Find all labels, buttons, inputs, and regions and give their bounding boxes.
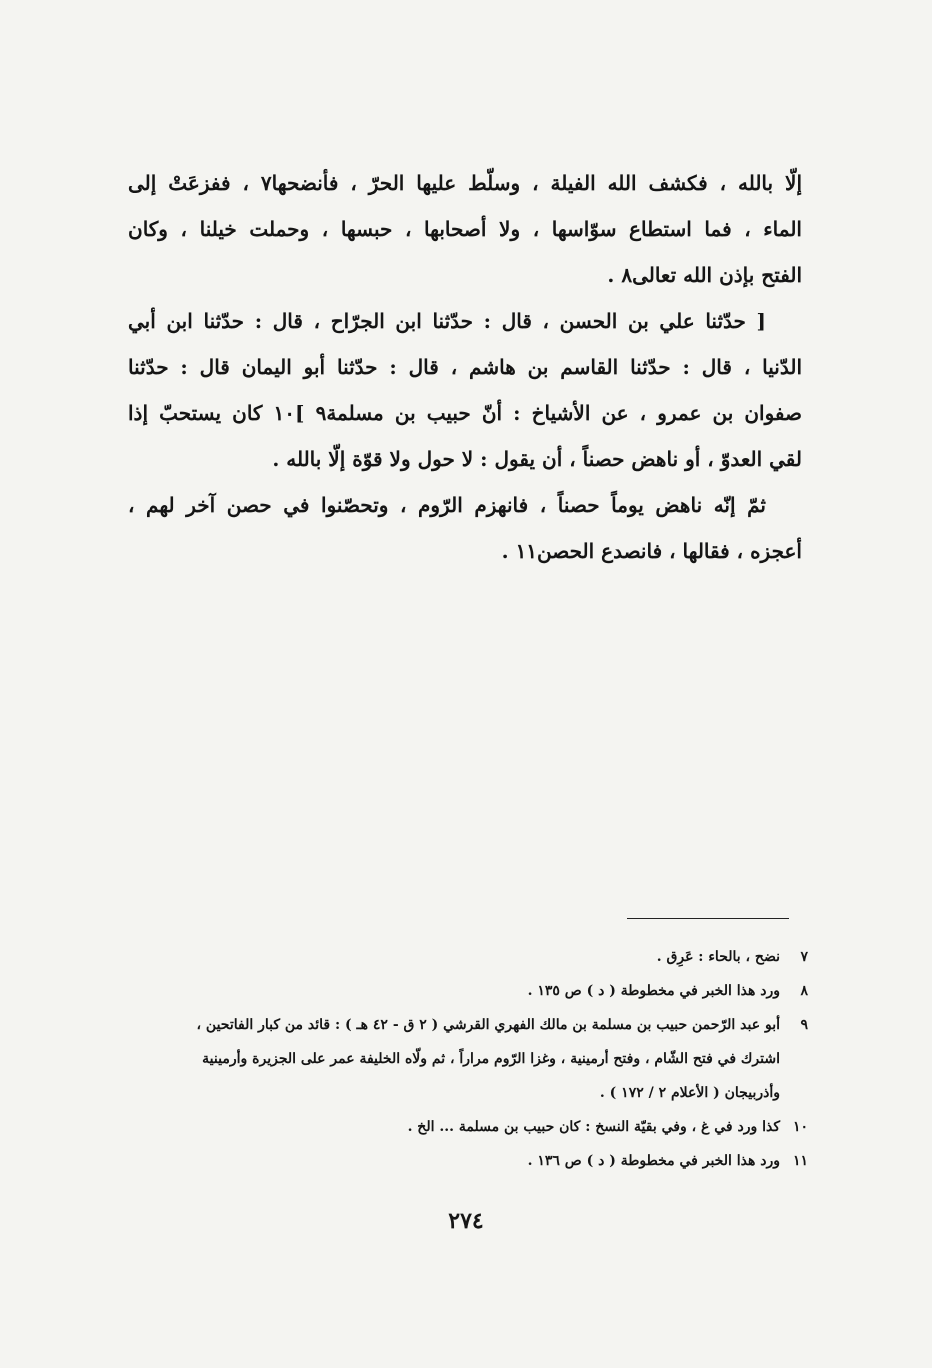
footnote-7: [128, 940, 808, 974]
footnote-number: ٧: [800, 949, 808, 965]
footnote-text: وأذربيجان ( الأعلام ٢ / ١٧٢ ) .: [599, 1085, 780, 1101]
page-number: ٢٧٤: [448, 1208, 484, 1234]
footnote-11: [128, 1144, 808, 1178]
text-line: صفوان بن عمرو ، عن الأشياخ : أنّ حبيب بن مسلمة٩ ]١٠ كان يستحبّ إذا: [128, 401, 803, 425]
footnote-number: ٩: [800, 1017, 808, 1033]
text-line: ثمّ إنّه ناهض يوماً حصناً ، فانهزم الرّوم ، وتحصّنوا في حصن آخر لهم ،: [128, 493, 766, 517]
text-line: إلّا بالله ، فكشف الله الفيلة ، وسلّط عليها الحرّ ، فأنضحها٧ ، ففزعَتْ إلى: [128, 171, 802, 195]
footnote-number: ٨: [800, 983, 808, 999]
footnote-text: كذا ورد في غ ، وفي بقيّة النسخ : كان حبيب بن مسلمة ... الخ .: [407, 1119, 780, 1135]
text-line: [ حدّثنا علي بن الحسن ، قال : حدّثنا ابن الجرّاح ، قال : حدّثنا ابن أبي: [128, 309, 766, 333]
footnote-text: نضح ، بالحاء : عَرِق .: [656, 949, 780, 965]
footnote-9: [128, 1008, 808, 1042]
text-line: الماء ، فما استطاع سوّاسها ، ولا أصحابها ، حبسها ، وحملت خيلنا ، وكان: [128, 217, 802, 241]
footnote-text: ورد هذا الخبر في مخطوطة ( د ) ص ١٣٥ .: [527, 983, 780, 999]
footnote-10: [128, 1110, 808, 1144]
footnote-number: ١١: [792, 1153, 808, 1169]
footnote-8: [128, 974, 808, 1008]
footnote-text: ورد هذا الخبر في مخطوطة ( د ) ص ١٣٦ .: [527, 1153, 780, 1169]
footnote-number: ١٠: [792, 1119, 808, 1135]
footnote-text: اشترك في فتح الشّام ، وفتح أرمينية ، وغزا الرّوم مراراً ، ثم ولّاه الخليفة عمر على الجزيرة وأرمينية: [202, 1051, 780, 1067]
footnote-9-continued: [128, 1042, 808, 1076]
footnote-9-continued: [128, 1076, 808, 1110]
text-line: الدّنيا ، قال : حدّثنا القاسم بن هاشم ، قال : حدّثنا أبو اليمان قال : حدّثنا: [128, 355, 802, 379]
main-text-block: [128, 160, 802, 574]
text-line: الفتح بإذن الله تعالى٨ .: [607, 263, 802, 287]
footnote-divider: [627, 918, 789, 919]
footnotes-block: [128, 940, 808, 1178]
text-line: أعجزه ، فقالها ، فانصدع الحصن١١ .: [501, 539, 802, 563]
footnote-text: أبو عبد الرّحمن حبيب بن مسلمة بن مالك الفهري القرشي ( ٢ ق - ٤٢ هـ ) : قائد من كبار الفاتحين ،: [196, 1017, 780, 1033]
text-line: لقي العدوّ ، أو ناهض حصناً ، أن يقول : لا حول ولا قوّة إلّا بالله .: [272, 447, 802, 471]
